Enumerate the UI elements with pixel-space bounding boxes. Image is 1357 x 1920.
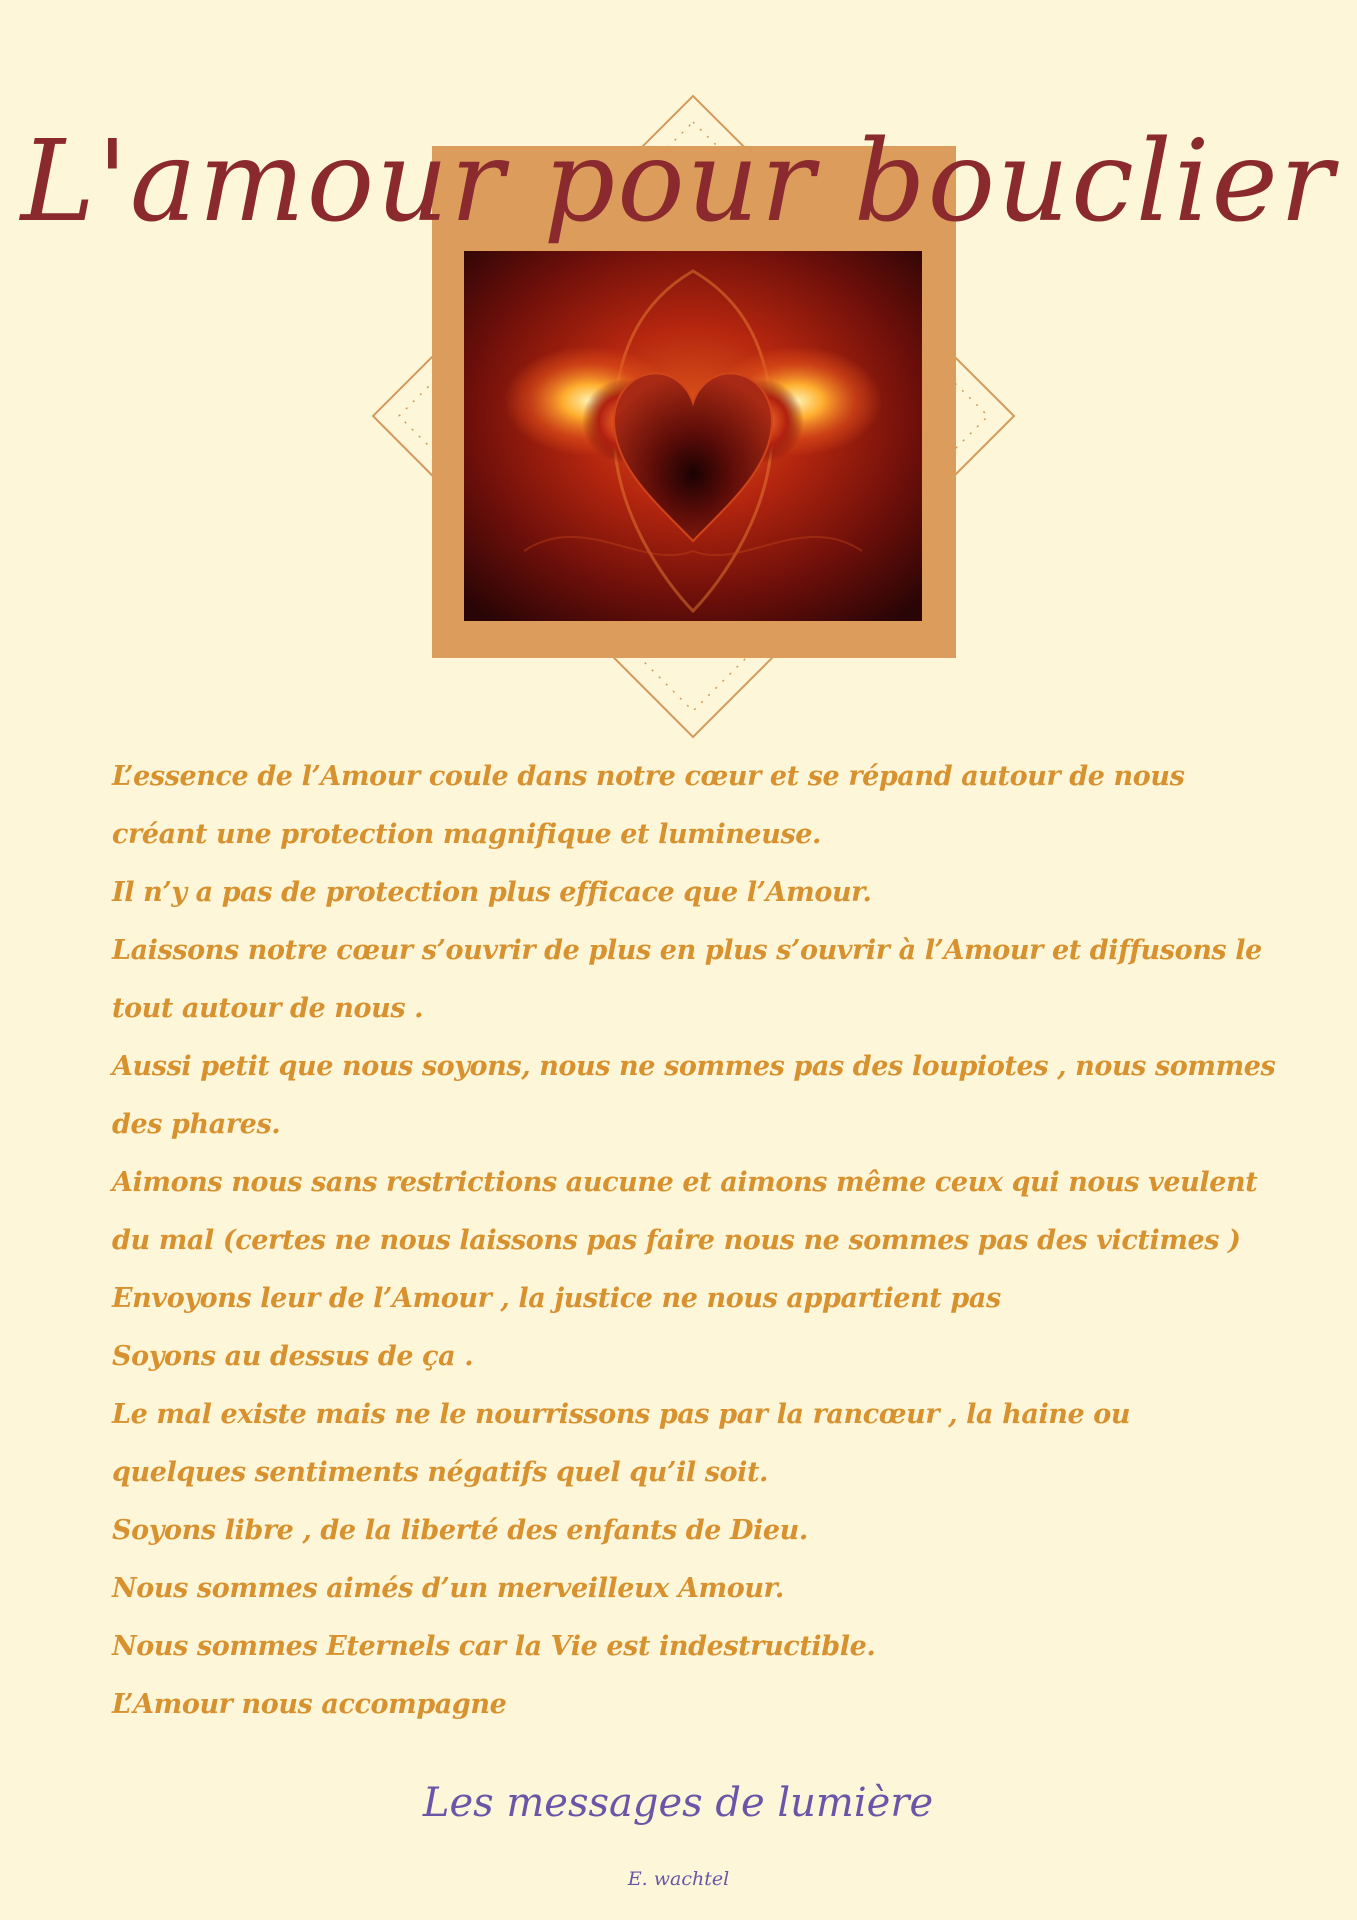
author-name: E. wachtel <box>627 1868 730 1890</box>
poem-line: Soyons libre , de la liberté des enfants de Dieu. <box>112 1515 808 1546</box>
signature-text: Les messages de lumière <box>422 1780 934 1826</box>
poem-line: Nous sommes Eternels car la Vie est indestructible. <box>112 1631 876 1662</box>
poem-line: Le mal existe mais ne le nourrissons pas par la rancœur , la haine ou <box>112 1399 1131 1430</box>
poem-line: L’essence de l’Amour coule dans notre cœur et se répand autour de nous <box>112 761 1185 792</box>
poem-line: Laissons notre cœur s’ouvrir de plus en plus s’ouvrir à l’Amour et diffusons le <box>112 935 1262 966</box>
poem-line: des phares. <box>112 1109 281 1140</box>
poem-line: quelques sentiments négatifs quel qu’il soit. <box>112 1457 769 1488</box>
title-text: L'amour pour bouclier <box>20 117 1336 247</box>
poem-line: tout autour de nous . <box>112 993 424 1024</box>
poem-line: Aimons nous sans restrictions aucune et aimons même ceux qui nous veulent <box>112 1167 1258 1198</box>
poem-line: L’Amour nous accompagne <box>112 1689 507 1720</box>
poem-text <box>112 748 1276 1734</box>
page-title <box>0 70 1357 280</box>
poem-line: du mal (certes ne nous laissons pas faire nous ne sommes pas des victimes ) <box>112 1225 1241 1256</box>
signature <box>0 1766 1357 1836</box>
poem-line: créant une protection magnifique et lumineuse. <box>112 819 822 850</box>
fiery-heart-icon <box>464 251 922 621</box>
poem-line: Envoyons leur de l’Amour , la justice ne nous appartient pas <box>112 1283 1001 1314</box>
poem-line: Aussi petit que nous soyons, nous ne sommes pas des loupiotes , nous sommes <box>112 1051 1276 1082</box>
poem-line: Nous sommes aimés d’un merveilleux Amour. <box>112 1573 784 1604</box>
poem-line: Soyons au dessus de ça . <box>112 1341 474 1372</box>
poem-line: Il n’y a pas de protection plus efficace que l’Amour. <box>112 877 872 908</box>
